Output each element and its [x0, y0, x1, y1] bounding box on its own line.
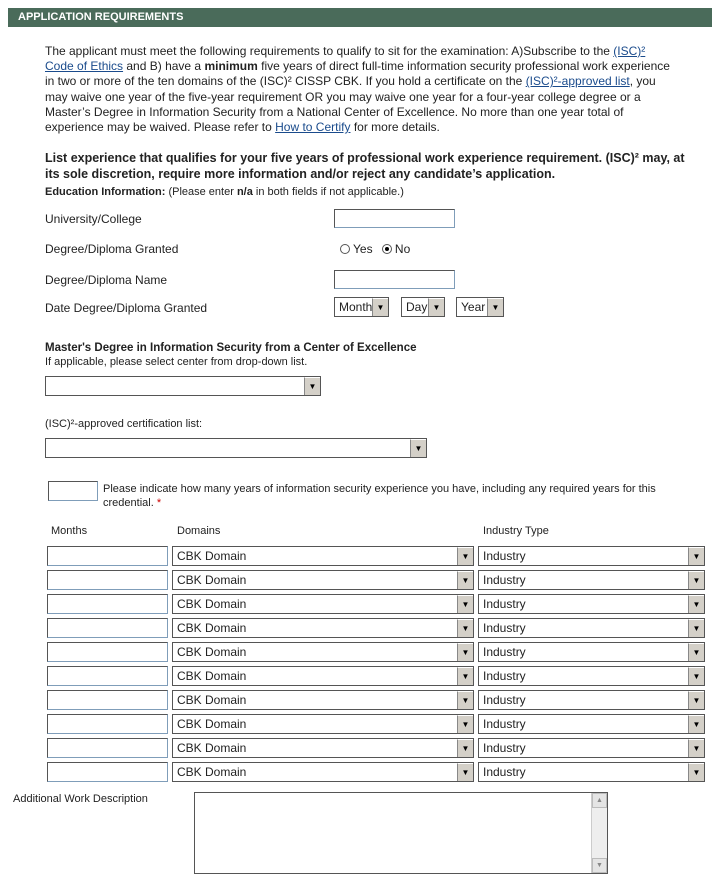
chevron-down-icon: ▼ [688, 667, 704, 685]
industry-select[interactable] [478, 714, 705, 734]
masters-title: Master's Degree in Information Security from a Center of Excellence [45, 342, 417, 354]
degree-name-input[interactable] [334, 270, 455, 289]
education-note: in both fields if not applicable.) [252, 186, 404, 198]
months-input[interactable] [47, 594, 168, 614]
months-input[interactable] [47, 738, 168, 758]
day-select[interactable] [401, 297, 445, 317]
radio-no[interactable] [382, 244, 392, 254]
chevron-down-icon: ▼ [688, 739, 704, 757]
domain-select[interactable] [172, 714, 474, 734]
industry-value: Industry [483, 645, 526, 659]
approved-list-link[interactable]: (ISC)²-approved list [525, 74, 630, 89]
years-experience-input[interactable] [48, 481, 98, 501]
certification-label: (ISC)²-approved certification list: [45, 418, 203, 430]
industry-value: Industry [483, 549, 526, 563]
required-mark: * [156, 497, 162, 509]
months-input[interactable] [47, 666, 168, 686]
chevron-down-icon: ▼ [457, 643, 473, 661]
domain-value: CBK Domain [177, 597, 247, 611]
industry-value: Industry [483, 741, 526, 755]
year-value: Year [461, 300, 486, 314]
domain-select[interactable] [172, 738, 474, 758]
industry-select[interactable] [478, 690, 705, 710]
domain-value: CBK Domain [177, 717, 247, 731]
chevron-down-icon: ▼ [688, 619, 704, 637]
chevron-down-icon: ▼ [428, 298, 444, 316]
industry-value: Industry [483, 573, 526, 587]
domain-select[interactable] [172, 762, 474, 782]
industry-value: Industry [483, 597, 526, 611]
chevron-down-icon: ▼ [457, 547, 473, 565]
day-value: Day [406, 300, 428, 314]
chevron-down-icon: ▼ [457, 691, 473, 709]
domain-select[interactable] [172, 594, 474, 614]
chevron-down-icon: ▼ [688, 595, 704, 613]
radio-no-label: No [394, 242, 411, 256]
industry-column-header: Industry Type [483, 525, 549, 537]
chevron-down-icon: ▼ [688, 643, 704, 661]
chevron-down-icon: ▼ [688, 715, 704, 733]
domain-select[interactable] [172, 618, 474, 638]
university-label: University/College [45, 212, 142, 226]
industry-select[interactable] [478, 762, 705, 782]
degree-granted-radio-group [340, 242, 410, 256]
domain-value: CBK Domain [177, 669, 247, 683]
months-input[interactable] [47, 618, 168, 638]
experience-heading: List experience that qualifies for your five years of professional work experience requirement. (ISC)² may, at its sole discretion, require more information and/or reject any candidate’s application. [45, 151, 685, 181]
months-input[interactable] [47, 570, 168, 590]
radio-yes[interactable] [340, 244, 350, 254]
chevron-down-icon: ▼ [457, 715, 473, 733]
domain-value: CBK Domain [177, 549, 247, 563]
education-label: Education Information: [45, 186, 166, 198]
chevron-down-icon: ▼ [457, 595, 473, 613]
industry-select[interactable] [478, 738, 705, 758]
chevron-down-icon: ▼ [457, 571, 473, 589]
months-input[interactable] [47, 642, 168, 662]
industry-value: Industry [483, 693, 526, 707]
intro-emphasis: minimum [204, 59, 258, 74]
education-note-na: n/a [236, 186, 253, 198]
domain-value: CBK Domain [177, 693, 247, 707]
chevron-down-icon: ▼ [487, 298, 503, 316]
additional-work-label: Additional Work Description [13, 793, 148, 805]
chevron-down-icon: ▼ [688, 547, 704, 565]
industry-value: Industry [483, 621, 526, 635]
month-select[interactable] [334, 297, 389, 317]
chevron-down-icon: ▼ [457, 739, 473, 757]
year-select[interactable] [456, 297, 504, 317]
radio-yes-label: Yes [353, 242, 373, 256]
years-experience-text: Please indicate how many years of information security experience you have, including any required years for this credential. [103, 483, 656, 509]
chevron-down-icon: ▼ [410, 439, 426, 457]
code-of-ethics-link[interactable]: (ISC)² Code of Ethics [45, 44, 646, 74]
intro-text: The applicant must meet the following requirements to qualify to sit for the examination: A)Subscribe to the [45, 44, 614, 58]
domain-value: CBK Domain [177, 741, 247, 755]
scroll-down-icon[interactable]: ▼ [592, 858, 607, 873]
months-input[interactable] [47, 690, 168, 710]
additional-work-textarea[interactable] [194, 792, 608, 874]
chevron-down-icon: ▼ [457, 667, 473, 685]
date-granted-label: Date Degree/Diploma Granted [45, 301, 208, 315]
degree-granted-label: Degree/Diploma Granted [45, 242, 179, 256]
degree-name-label: Degree/Diploma Name [45, 273, 168, 287]
chevron-down-icon: ▼ [457, 619, 473, 637]
years-experience-label [103, 482, 693, 510]
domain-value: CBK Domain [177, 621, 247, 635]
chevron-down-icon: ▼ [457, 763, 473, 781]
masters-subtitle: If applicable, please select center from drop-down list. [45, 356, 308, 368]
education-info-label [45, 186, 404, 198]
section-header: APPLICATION REQUIREMENTS [8, 8, 712, 27]
intro-text: five years of direct full-time information security professional work experience in two or more of the ten domains of the (ISC)² CISSP CBK. If you hold a certificate on the [45, 59, 670, 89]
industry-select[interactable] [478, 666, 705, 686]
industry-select[interactable] [478, 546, 705, 566]
intro-text: and B) have a [123, 59, 205, 74]
domain-select[interactable] [172, 546, 474, 566]
university-input[interactable] [334, 209, 455, 228]
month-value: Month [339, 300, 373, 314]
domain-select[interactable] [172, 666, 474, 686]
chevron-down-icon: ▼ [688, 763, 704, 781]
chevron-down-icon: ▼ [688, 571, 704, 589]
textarea-scrollbar[interactable] [591, 793, 607, 873]
education-note: (Please enter [165, 186, 237, 198]
domain-select[interactable] [172, 642, 474, 662]
domain-select[interactable] [172, 690, 474, 710]
intro-text: for more details. [350, 120, 440, 135]
domain-value: CBK Domain [177, 645, 247, 659]
domains-column-header: Domains [177, 525, 221, 537]
months-input[interactable] [47, 762, 168, 782]
certification-select[interactable] [45, 438, 427, 458]
industry-value: Industry [483, 717, 526, 731]
masters-center-select[interactable] [45, 376, 321, 396]
chevron-down-icon: ▼ [688, 691, 704, 709]
domain-value: CBK Domain [177, 765, 247, 779]
industry-select[interactable] [478, 570, 705, 590]
intro-paragraph [45, 44, 675, 135]
months-input[interactable] [47, 714, 168, 734]
domain-value: CBK Domain [177, 573, 247, 587]
intro-text: , you may waive one year of the five-year requirement OR you may waive one year for a four-year college degree or a Master’s Degree in Information Security from a National Center of Excellence. No more than one year total of experience may be waived. Please refer to [45, 74, 656, 135]
industry-select[interactable] [478, 642, 705, 662]
domain-select[interactable] [172, 570, 474, 590]
industry-value: Industry [483, 669, 526, 683]
months-column-header: Months [51, 525, 88, 537]
industry-select[interactable] [478, 594, 705, 614]
months-input[interactable] [47, 546, 168, 566]
how-to-certify-link[interactable]: How to Certify [275, 120, 351, 135]
industry-select[interactable] [478, 618, 705, 638]
industry-value: Industry [483, 765, 526, 779]
scroll-up-icon[interactable]: ▲ [592, 793, 607, 808]
chevron-down-icon: ▼ [372, 298, 388, 316]
chevron-down-icon: ▼ [304, 377, 320, 395]
